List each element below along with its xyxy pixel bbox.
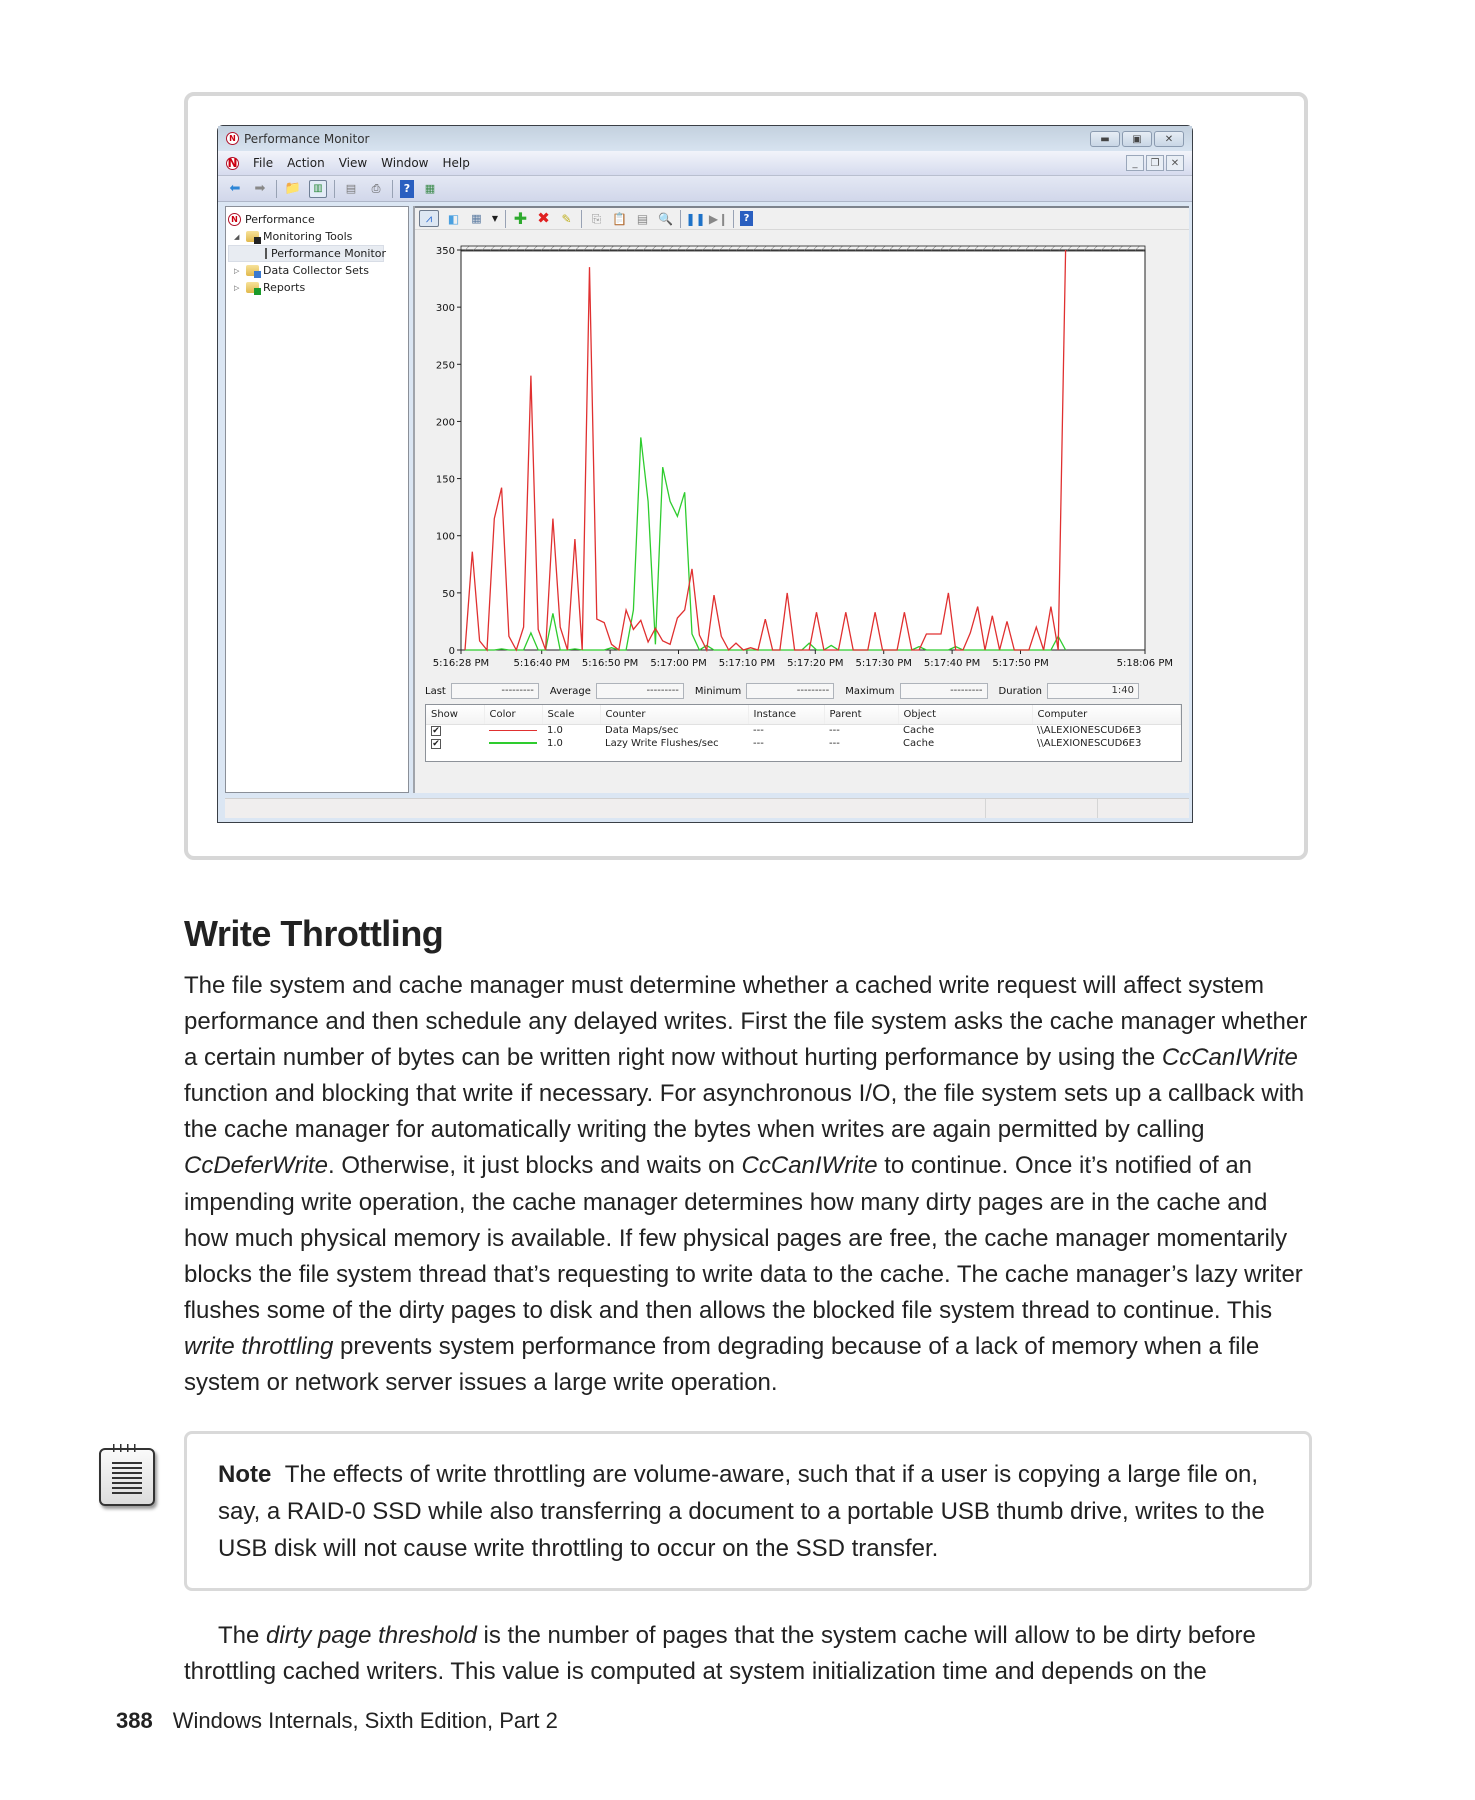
mdi-minimize-button[interactable]: _	[1126, 155, 1144, 171]
duration-value: 1:40	[1047, 683, 1139, 699]
mdi-close-button[interactable]: ✕	[1166, 155, 1184, 171]
maximum-label: Maximum	[845, 685, 895, 697]
page-footer	[116, 1708, 558, 1734]
note-text: The effects of write throttling are volume-aware, such that if a user is copying a large file on, say, a RAID-0 SSD while also transferring a document to a portable USB thumb drive, writes to the USB disk will not cause write throttling to occur on the SSD transfer.	[218, 1461, 1265, 1562]
status-bar	[225, 798, 1189, 818]
svg-text:5:17:50 PM: 5:17:50 PM	[992, 658, 1049, 669]
text-run: prevents system performance from degrading because of a lack of memory when a file system or network server issues a large write operation.	[184, 1332, 1260, 1397]
svg-text:250: 250	[435, 360, 455, 372]
back-arrow-icon[interactable]: ⬅	[229, 181, 241, 196]
text-run: to continue. Once it’s notified of an impending write operation, the cache manager determines how many dirty pages are in the cache and how much physical memory is available. If few physical pages are free, the cache manager momentarily blocks the file system thread that’s requesting to write data to the cache. The cache manager’s lazy writer flushes some of the dirty pages to disk and then allows the blocked file system thread to continue. This	[184, 1152, 1303, 1324]
delete-counter-icon[interactable]: ✖	[537, 209, 550, 227]
menu-file[interactable]: File	[253, 156, 274, 170]
toolbar-separator	[392, 180, 393, 198]
up-folder-icon[interactable]: 📁	[284, 181, 302, 196]
copy-properties-icon[interactable]: ⎘	[591, 211, 602, 226]
parent-value: ---	[829, 725, 840, 737]
paste-counter-list-icon[interactable]: 📋	[612, 211, 627, 226]
graph-type-dropdown-icon[interactable]: ▼	[491, 213, 499, 223]
statistics-bar	[425, 683, 1145, 699]
toolbar-separator	[733, 210, 734, 228]
forward-arrow-icon[interactable]: ➡	[254, 181, 266, 196]
menu-bar	[218, 151, 1192, 176]
line-chart	[415, 232, 1191, 669]
show-checkbox[interactable]: ✔	[432, 726, 440, 737]
body-paragraph-2	[184, 1618, 1314, 1690]
show-checkbox[interactable]: ✔	[432, 739, 440, 749]
collapsed-triangle-icon[interactable]: ▷	[234, 266, 240, 275]
book-title: Windows Internals, Sixth Edition, Part 2	[172, 1708, 558, 1733]
object-value: Cache	[903, 725, 935, 737]
add-counter-icon[interactable]: ✚	[513, 208, 528, 228]
mdi-restore-button[interactable]: ❐	[1146, 155, 1164, 171]
zoom-icon[interactable]: 🔍	[658, 211, 673, 226]
status-cell	[1097, 799, 1098, 818]
show-hide-tree-icon[interactable]: ▥	[309, 180, 327, 198]
text-run: . Otherwise, it just blocks and waits on	[328, 1152, 742, 1180]
column-color[interactable]: Color	[484, 705, 542, 724]
computer-value: \\ALEXIONESCUD6E3	[1037, 738, 1142, 749]
text-run: The file system and cache manager must determine whether a cached write request will affect system performance and then schedule any delayed writes. First the file system asks the cache manager whether a certain number of bytes can be written right now without hurting performance by using the	[184, 972, 1308, 1072]
italic-term: dirty page threshold	[266, 1622, 477, 1649]
change-graph-type-icon[interactable]: ▦	[471, 212, 482, 225]
notepad-icon	[99, 1448, 155, 1506]
performance-graph[interactable]	[415, 232, 1191, 669]
help-icon[interactable]: ?	[740, 211, 753, 226]
average-label: Average	[549, 685, 591, 697]
minimum-value: ---------	[746, 683, 834, 699]
toolbar-separator	[581, 210, 582, 228]
minimize-button[interactable]: ▬	[1090, 131, 1120, 147]
italic-term: write throttling	[184, 1332, 334, 1360]
note-label: Note	[218, 1461, 272, 1488]
scale-value: 1.0	[547, 725, 563, 737]
italic-term: CcCanIWrite	[1161, 1044, 1298, 1072]
perfmon-app-icon: N	[226, 132, 239, 145]
maximum-value: ---------	[900, 683, 988, 699]
last-label: Last	[425, 685, 446, 697]
print-icon[interactable]: ⎙	[371, 182, 381, 195]
svg-text:300: 300	[435, 303, 455, 315]
main-toolbar	[218, 176, 1192, 202]
counter-legend-table	[425, 704, 1182, 762]
performance-monitor-window	[217, 125, 1193, 823]
properties-icon[interactable]: ▤	[636, 211, 649, 226]
counter-name: Data Maps/sec	[605, 725, 679, 737]
pause-icon[interactable]: ❚❚	[685, 211, 706, 226]
tree-item-reports[interactable]: ▷ Reports	[234, 281, 306, 294]
legend-row-data-maps[interactable]	[426, 724, 1181, 737]
toolbar-separator	[334, 180, 335, 198]
svg-text:5:16:28 PM: 5:16:28 PM	[432, 658, 490, 669]
italic-term: CcCanIWrite	[741, 1152, 878, 1180]
perfmon-icon: N	[228, 213, 241, 226]
column-object[interactable]: Object	[898, 705, 1032, 724]
performance-monitor-icon	[265, 248, 267, 259]
menu-help[interactable]: Help	[442, 156, 470, 170]
column-scale[interactable]: Scale	[542, 705, 600, 724]
computer-value: \\ALEXIONESCUD6E3	[1037, 725, 1142, 737]
folder-icon	[246, 231, 259, 242]
instance-value: ---	[753, 738, 764, 749]
tree-item-performance[interactable]: N Performance	[228, 211, 406, 228]
svg-text:0: 0	[448, 646, 455, 657]
navigation-tree	[225, 206, 409, 793]
toolbar-separator	[505, 210, 506, 228]
svg-text:100: 100	[435, 531, 455, 543]
last-value: ---------	[451, 683, 539, 699]
text-run: function and blocking that write if necessary. For asynchronous I/O, the file system sets up a callback with the cache manager for automatically writing the bytes when writes are again permitted by calling	[184, 1080, 1305, 1144]
object-value: Cache	[903, 738, 935, 749]
folder-icon	[246, 282, 259, 293]
scale-value: 1.0	[547, 738, 563, 749]
status-cell	[985, 799, 986, 818]
svg-text:5:18:06 PM: 5:18:06 PM	[1116, 658, 1173, 669]
title-bar[interactable]	[218, 126, 1192, 151]
svg-text:5:17:40 PM: 5:17:40 PM	[923, 658, 981, 669]
average-value: ---------	[596, 683, 684, 699]
column-show[interactable]: Show	[426, 705, 484, 724]
help-icon[interactable]: ?	[400, 180, 414, 198]
svg-text:350: 350	[435, 246, 455, 257]
window-title: Performance Monitor	[244, 131, 370, 146]
svg-text:50: 50	[442, 588, 455, 600]
svg-text:5:17:20 PM: 5:17:20 PM	[787, 658, 844, 669]
tree-item-monitoring-tools[interactable]: ◢ Monitoring Tools	[234, 230, 353, 243]
tree-item-performance-monitor[interactable]: Performance Monitor	[228, 245, 384, 262]
column-instance[interactable]: Instance	[748, 705, 824, 724]
svg-text:200: 200	[435, 417, 455, 429]
collapsed-triangle-icon[interactable]: ▷	[234, 283, 240, 292]
legend-header-row	[426, 705, 1181, 724]
graph-toolbar	[415, 206, 1189, 230]
red-line-swatch	[489, 730, 537, 732]
page-number: 388	[116, 1708, 153, 1733]
properties-icon[interactable]: ▤	[345, 182, 357, 195]
instance-value: ---	[753, 725, 764, 737]
toolbar-separator	[276, 180, 277, 198]
svg-text:5:17:10 PM: 5:17:10 PM	[718, 658, 776, 669]
menu-view[interactable]: View	[338, 156, 368, 170]
text-run: is the number of pages that the system cache will allow to be dirty before throttling cached writers. This value is computed at system initialization time and depends on the	[184, 1622, 1256, 1686]
column-parent[interactable]: Parent	[824, 705, 898, 724]
tree-item-data-collector-sets[interactable]: ▷ Data Collector Sets	[234, 264, 369, 277]
svg-text:5:17:30 PM: 5:17:30 PM	[855, 658, 912, 669]
italic-term: CcDeferWrite	[184, 1152, 329, 1180]
highlight-icon[interactable]: ✎	[561, 211, 572, 226]
column-computer[interactable]: Computer	[1032, 705, 1181, 724]
document-menu-icon[interactable]: N	[227, 156, 238, 170]
maximize-button[interactable]: ▣	[1122, 131, 1152, 147]
action-pane-icon[interactable]: ▦	[424, 182, 436, 195]
svg-text:5:16:40 PM: 5:16:40 PM	[513, 658, 570, 669]
menu-action[interactable]: Action	[287, 156, 325, 170]
freeze-display-icon[interactable]: ◧	[447, 211, 460, 226]
view-graph-icon[interactable]: ⩘	[419, 210, 439, 227]
parent-value: ---	[829, 738, 840, 749]
performance-monitor-pane	[413, 206, 1189, 793]
section-heading: Write Throttling	[184, 913, 444, 954]
minimum-label: Minimum	[694, 685, 742, 697]
column-counter[interactable]: Counter	[600, 705, 748, 724]
note-box	[184, 1431, 1312, 1591]
menu-window[interactable]: Window	[381, 156, 429, 170]
svg-text:5:17:00 PM: 5:17:00 PM	[650, 658, 707, 669]
svg-text:5:16:50 PM: 5:16:50 PM	[581, 658, 639, 669]
svg-text:150: 150	[435, 474, 455, 486]
toolbar-separator	[680, 210, 681, 228]
green-line-swatch	[489, 742, 537, 744]
update-data-icon[interactable]: ▶❙	[708, 211, 729, 226]
duration-label: Duration	[998, 685, 1042, 697]
folder-icon	[246, 265, 259, 276]
counter-name: Lazy Write Flushes/sec	[605, 738, 719, 749]
expanded-triangle-icon[interactable]: ◢	[234, 232, 240, 241]
body-paragraph-1	[184, 968, 1314, 1401]
legend-row-lazy-write-flushes[interactable]	[426, 737, 1181, 750]
text-run: The	[218, 1622, 267, 1649]
close-button[interactable]: ✕	[1154, 131, 1184, 147]
